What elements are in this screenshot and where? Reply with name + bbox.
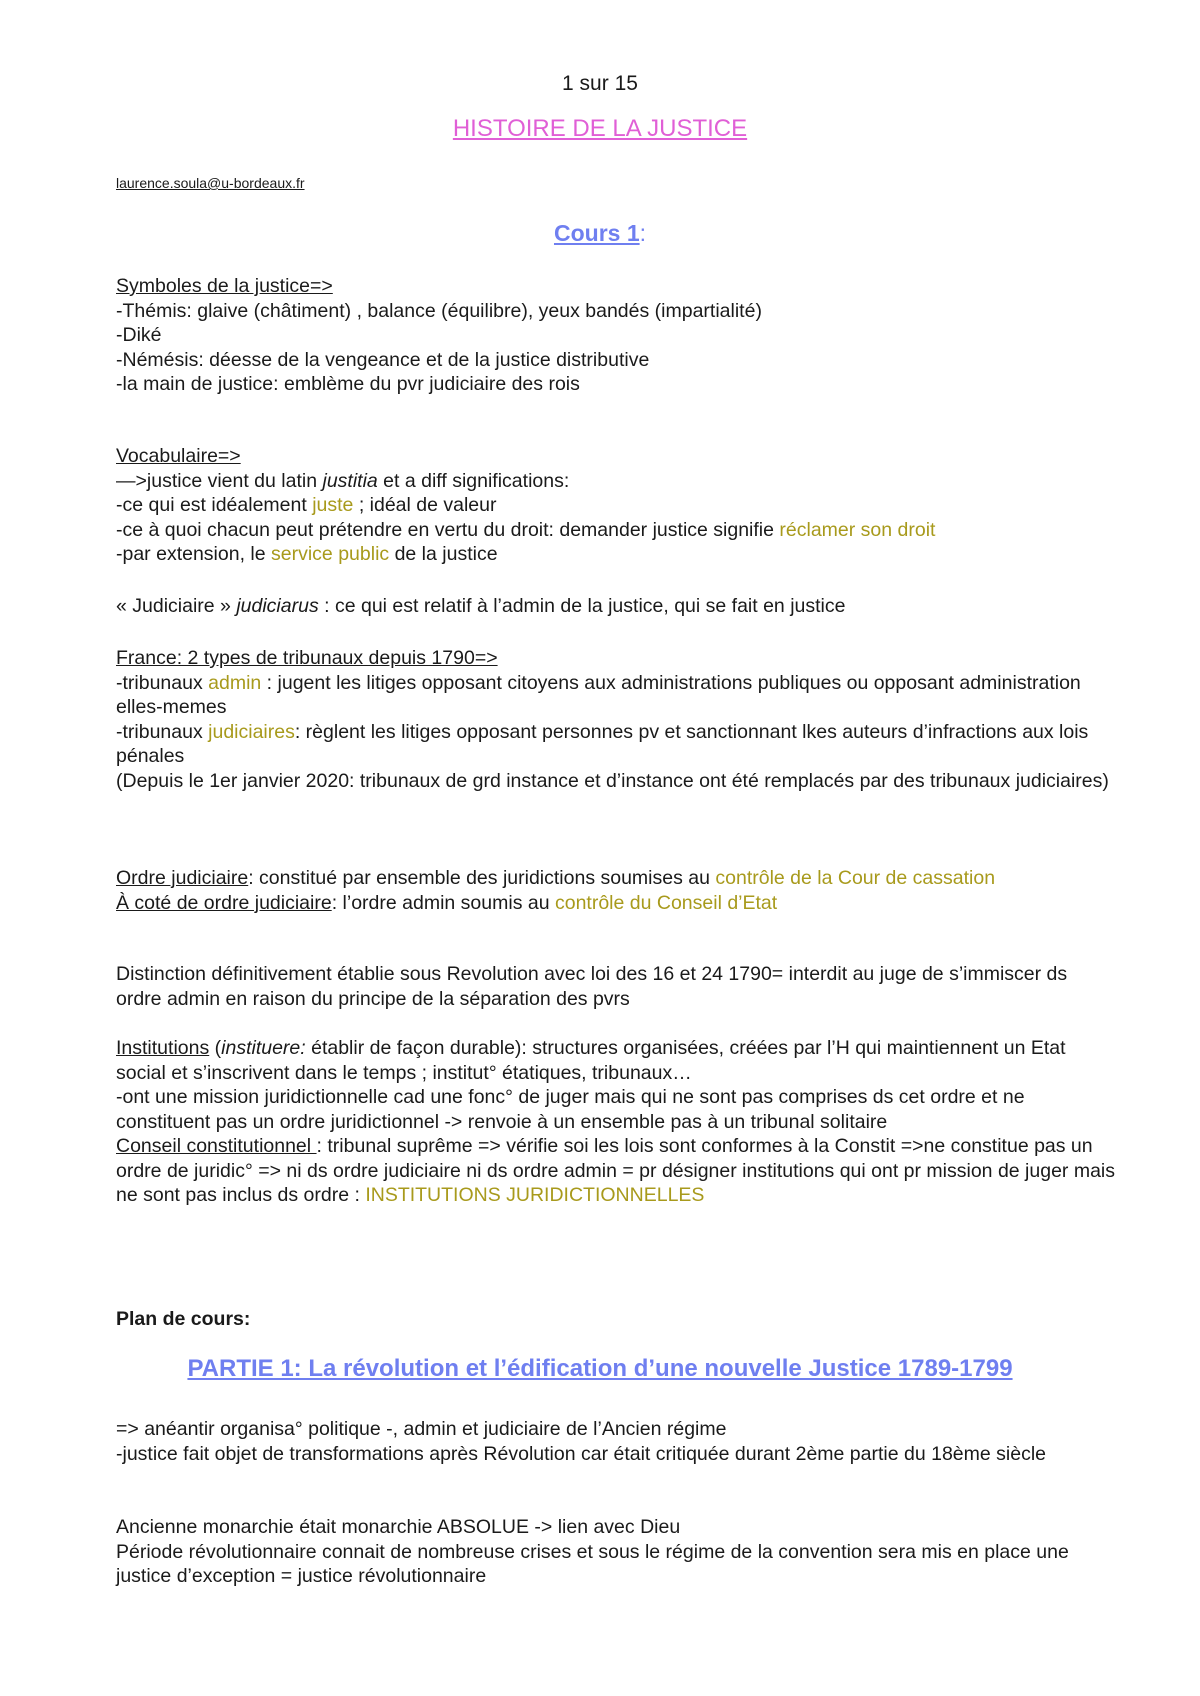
symboles-line: -Thémis: glaive (châtiment) , balance (équilibre), yeux bandés (impartialité) bbox=[116, 299, 762, 322]
text-run: ; idéal de valeur bbox=[353, 494, 497, 516]
symboles-section bbox=[116, 274, 1116, 397]
page-number: 1 sur 15 bbox=[562, 72, 638, 95]
text-run: —>justice vient du latin bbox=[116, 469, 323, 492]
highlight-text: juste bbox=[312, 494, 354, 516]
term-label: À coté de ordre judiciaire bbox=[116, 891, 332, 914]
highlight-text: service public bbox=[271, 543, 390, 565]
vocabulaire-heading: Vocabulaire=> bbox=[116, 445, 241, 467]
ordre-line bbox=[116, 891, 1116, 916]
cours-label: Cours 1 bbox=[553, 220, 640, 246]
paragraph-line: => anéantir organisa° politique -, admin et judiciaire de l’Ancien régime bbox=[116, 1418, 727, 1440]
judiciaire-line bbox=[116, 594, 1116, 619]
latin-term: judiciarus bbox=[236, 595, 319, 617]
vocabulaire-section bbox=[116, 444, 1116, 567]
france-line bbox=[116, 671, 1116, 720]
text-run: et a diff significations: bbox=[377, 469, 570, 492]
ordre-section bbox=[116, 866, 1116, 915]
institutions-section bbox=[116, 1036, 1116, 1208]
symboles-heading: Symboles de la justice=> bbox=[116, 275, 333, 297]
cours-colon: : bbox=[639, 220, 647, 246]
text-run: de la justice bbox=[389, 543, 498, 565]
text-run: : constitué par ensemble des juridictions soumises au bbox=[248, 867, 716, 889]
partie-heading: PARTIE 1: La révolution et l’édification d’une nouvelle Justice 1789-1799 bbox=[187, 1355, 1013, 1382]
institutions-line: -ont une mission juridictionnelle cad une fonc° de juger mais qui ne sont pas comprises ds cet ordre et ne constituent pas un ordre juridictionnel -> renvoie à un ensemble pas à un tribunal solitaire bbox=[116, 1086, 1025, 1133]
symboles-line: -Némésis: déesse de la vengeance et de la justice distributive bbox=[116, 348, 650, 371]
symboles-line: -la main de justice: emblème du pvr judiciaire des rois bbox=[116, 373, 580, 395]
vocabulaire-line bbox=[116, 493, 1116, 518]
judiciaire-definition bbox=[116, 594, 1116, 619]
text-run: établir de façon durable): structures organisées, créées par l’H qui maintiennent un Etat social et s’inscrivent dans le temps ; institut° étatiques, tribunaux… bbox=[116, 1037, 1066, 1084]
latin-term: justitia bbox=[322, 469, 378, 492]
vocabulaire-line bbox=[116, 542, 1116, 567]
text-run: : l’ordre admin soumis au bbox=[331, 891, 555, 914]
text-run: : ce qui est relatif à l’admin de la justice, qui se fait en justice bbox=[318, 595, 846, 617]
france-section bbox=[116, 646, 1116, 793]
text-run: : tribunal suprême => vérifie soi les lois sont conformes à la Constit =>ne constitue pas un ordre de juridic° => ni ds ordre judiciaire ni ds ordre admin = pr désigner institutions qui ont pr mission de juger mais ne sont pas inclus ds ordre : bbox=[116, 1135, 1116, 1206]
text-run: : jugent les litiges opposant citoyens aux administrations publiques ou opposant administration elles-memes bbox=[116, 671, 1081, 718]
symboles-line: -Diké bbox=[116, 324, 162, 346]
term-label: Conseil constitutionnel bbox=[116, 1135, 317, 1157]
distinction-paragraph bbox=[116, 962, 1116, 1011]
text-run: ( bbox=[209, 1037, 222, 1059]
document-title: HISTOIRE DE LA JUSTICE bbox=[452, 115, 748, 142]
institutions-line bbox=[116, 1134, 1116, 1208]
ordre-line bbox=[116, 866, 1116, 891]
aneantir-section bbox=[116, 1417, 1116, 1466]
vocabulaire-line bbox=[116, 469, 1116, 494]
text-run: -par extension, le bbox=[116, 543, 272, 565]
section-heading-cours bbox=[0, 220, 1200, 247]
latin-term: instituere: bbox=[221, 1037, 306, 1059]
vocabulaire-line bbox=[116, 518, 1116, 543]
term-label: Ordre judiciaire bbox=[116, 867, 249, 889]
institutions-line bbox=[116, 1036, 1116, 1085]
paragraph-line: Période révolutionnaire connait de nombreuse crises et sous le régime de la convention sera mis en place une justice d’exception = justice révolutionnaire bbox=[116, 1540, 1069, 1587]
text-run: -ce à quoi chacun peut prétendre en vertu du droit: demander justice signifie bbox=[116, 518, 780, 541]
highlight-text: INSTITUTIONS JURIDICTIONNELLES bbox=[365, 1184, 705, 1206]
highlight-text: réclamer son droit bbox=[779, 518, 936, 541]
france-line bbox=[116, 720, 1116, 769]
france-note: (Depuis le 1er janvier 2020: tribunaux de grd instance et d’instance ont été remplacés par des tribunaux judiciaires) bbox=[116, 769, 1109, 792]
ancienne-section bbox=[116, 1515, 1116, 1589]
paragraph-line: -justice fait objet de transformations après Révolution car était critiquée durant 2ème partie du 18ème siècle bbox=[116, 1442, 1046, 1465]
text-run: -tribunaux bbox=[116, 720, 209, 743]
text-run: -tribunaux bbox=[116, 671, 209, 694]
highlight-text: contrôle du Conseil d’Etat bbox=[554, 891, 778, 914]
text-run: -ce qui est idéalement bbox=[116, 494, 313, 516]
email-link[interactable]: laurence.soula@u-bordeaux.fr bbox=[116, 175, 305, 191]
paragraph-line: Ancienne monarchie était monarchie ABSOLUE -> lien avec Dieu bbox=[116, 1516, 681, 1538]
highlight-text: contrôle de la Cour de cassation bbox=[715, 867, 996, 889]
france-heading: France: 2 types de tribunaux depuis 1790=> bbox=[116, 647, 498, 669]
highlight-text: judiciaires bbox=[208, 720, 295, 743]
paragraph-text: Distinction définitivement établie sous Revolution avec loi des 16 et 24 1790= interdit au juge de s’immiscer ds ordre admin en raison du principe de la séparation des pvrs bbox=[116, 963, 1068, 1010]
text-run: « Judiciaire » bbox=[116, 595, 237, 617]
highlight-text: admin bbox=[208, 671, 262, 694]
term-label: Institutions bbox=[116, 1037, 210, 1059]
text-run: : règlent les litiges opposant personnes pv et sanctionnant lkes auteurs d’infractions aux lois pénales bbox=[116, 720, 1089, 767]
plan-heading: Plan de cours: bbox=[116, 1308, 251, 1330]
